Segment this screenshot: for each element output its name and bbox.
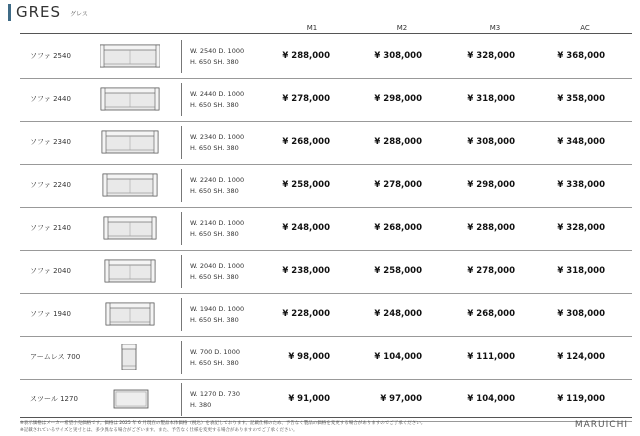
- price-m3: ¥ 318,000: [467, 94, 515, 104]
- price-ac: ¥ 318,000: [557, 266, 605, 276]
- page-title: GRES: [16, 3, 62, 21]
- price-m3: ¥ 288,000: [467, 223, 515, 233]
- column-divider: [181, 169, 182, 202]
- price-m2: ¥ 278,000: [374, 180, 422, 190]
- product-name: ソファ 2440: [30, 95, 71, 103]
- price-m3: ¥ 268,000: [467, 309, 515, 319]
- column-divider: [181, 40, 182, 73]
- table-row: [20, 293, 632, 337]
- dimension-height-seat: H. 650 SH. 380: [190, 359, 239, 367]
- table-row: [20, 35, 632, 79]
- price-ac: ¥ 328,000: [557, 223, 605, 233]
- column-divider: [181, 212, 182, 245]
- price-m1: ¥ 248,000: [282, 223, 330, 233]
- product-name: ソファ 2340: [30, 138, 71, 146]
- price-m3: ¥ 328,000: [467, 51, 515, 61]
- brand-logo: MARUICHI: [574, 420, 628, 430]
- product-name: アームレス 700: [30, 353, 81, 361]
- dimension-height-seat: H. 650 SH. 380: [190, 230, 239, 238]
- column-divider: [181, 255, 182, 288]
- footnote-1: ※表示価格はメーカー希望小売価格です。価格は 2025 年 6 月現在の製品本体価格（税込）を表記しております。記載仕様のため、予告なく製品の価格を変更する場合がありますのでご了承ください。: [20, 421, 426, 426]
- price-ac: ¥ 124,000: [557, 352, 605, 362]
- price-m1: ¥ 98,000: [288, 352, 330, 362]
- column-header-ac: AC: [580, 24, 590, 32]
- column-header-m3: M3: [489, 24, 501, 32]
- price-ac: ¥ 308,000: [557, 309, 605, 319]
- dimension-width-depth: W. 2240 D. 1000: [190, 176, 245, 184]
- price-m2: ¥ 104,000: [374, 352, 422, 362]
- dimension-height-seat: H. 650 SH. 380: [190, 58, 239, 66]
- product-name: ソファ 2540: [30, 52, 71, 60]
- product-name: ソファ 1940: [30, 310, 71, 318]
- header-rule: [20, 33, 632, 34]
- price-m1: ¥ 228,000: [282, 309, 330, 319]
- column-divider: [181, 341, 182, 374]
- price-m2: ¥ 97,000: [380, 394, 422, 404]
- sofa-icon: [100, 215, 160, 241]
- armless-chair-icon: [100, 344, 160, 370]
- column-divider: [181, 83, 182, 116]
- price-m3: ¥ 278,000: [467, 266, 515, 276]
- table-row: [20, 336, 632, 380]
- price-m1: ¥ 238,000: [282, 266, 330, 276]
- dimension-width-depth: W. 700 D. 1000: [190, 348, 240, 356]
- price-m1: ¥ 278,000: [282, 94, 330, 104]
- column-header-m2: M2: [396, 24, 408, 32]
- page-subtitle: グレス: [70, 11, 88, 18]
- price-ac: ¥ 358,000: [557, 94, 605, 104]
- column-divider: [181, 126, 182, 159]
- product-name: ソファ 2240: [30, 181, 71, 189]
- price-m2: ¥ 288,000: [374, 137, 422, 147]
- dimension-height-seat: H. 650 SH. 380: [190, 144, 239, 152]
- price-m1: ¥ 288,000: [282, 51, 330, 61]
- price-m2: ¥ 298,000: [374, 94, 422, 104]
- dimension-width-depth: W. 2040 D. 1000: [190, 262, 245, 270]
- dimension-width-depth: W. 2140 D. 1000: [190, 219, 245, 227]
- column-header-m1: M1: [306, 24, 318, 32]
- price-m3: ¥ 104,000: [467, 394, 515, 404]
- title-accent-bar: [8, 4, 11, 21]
- price-m1: ¥ 268,000: [282, 137, 330, 147]
- price-m2: ¥ 268,000: [374, 223, 422, 233]
- table-row: [20, 164, 632, 208]
- table-row: [20, 207, 632, 251]
- price-m2: ¥ 258,000: [374, 266, 422, 276]
- footer-rule: [20, 417, 632, 418]
- product-name: ソファ 2140: [30, 224, 71, 232]
- price-m1: ¥ 258,000: [282, 180, 330, 190]
- dimension-width-depth: W. 2340 D. 1000: [190, 133, 245, 141]
- dimension-height-seat: H. 650 SH. 380: [190, 316, 239, 324]
- dimension-width-depth: W. 2540 D. 1000: [190, 47, 245, 55]
- price-m3: ¥ 111,000: [467, 352, 515, 362]
- sofa-icon: [100, 86, 160, 112]
- price-ac: ¥ 368,000: [557, 51, 605, 61]
- price-ac: ¥ 348,000: [557, 137, 605, 147]
- sofa-icon: [100, 258, 160, 284]
- dimension-height-seat: H. 650 SH. 380: [190, 187, 239, 195]
- column-divider: [181, 383, 182, 416]
- price-m2: ¥ 248,000: [374, 309, 422, 319]
- footnote-2: ※記載されているサイズと実寸とは、多少異なる場合がございます。また、予告なく仕様を変更する場合がありますのでご了承ください。: [20, 428, 298, 433]
- table-row: [20, 250, 632, 294]
- price-ac: ¥ 338,000: [557, 180, 605, 190]
- dimension-width-depth: W. 1940 D. 1000: [190, 305, 245, 313]
- price-m2: ¥ 308,000: [374, 51, 422, 61]
- sofa-icon: [100, 129, 160, 155]
- price-m3: ¥ 308,000: [467, 137, 515, 147]
- dimension-width-depth: W. 2440 D. 1000: [190, 90, 245, 98]
- dimension-width-depth: W. 1270 D. 730: [190, 390, 240, 398]
- column-divider: [181, 298, 182, 331]
- dimension-height-seat: H. 650 SH. 380: [190, 273, 239, 281]
- price-m1: ¥ 91,000: [288, 394, 330, 404]
- dimension-height-seat: H. 380: [190, 401, 212, 409]
- sofa-icon: [100, 43, 160, 69]
- sofa-icon: [100, 172, 160, 198]
- product-name: スツール 1270: [30, 395, 78, 403]
- price-m3: ¥ 298,000: [467, 180, 515, 190]
- stool-icon: [100, 386, 160, 412]
- table-row: [20, 378, 632, 422]
- price-ac: ¥ 119,000: [557, 394, 605, 404]
- product-name: ソファ 2040: [30, 267, 71, 275]
- sofa-icon: [100, 301, 160, 327]
- dimension-height-seat: H. 650 SH. 380: [190, 101, 239, 109]
- table-row: [20, 78, 632, 122]
- table-row: [20, 121, 632, 165]
